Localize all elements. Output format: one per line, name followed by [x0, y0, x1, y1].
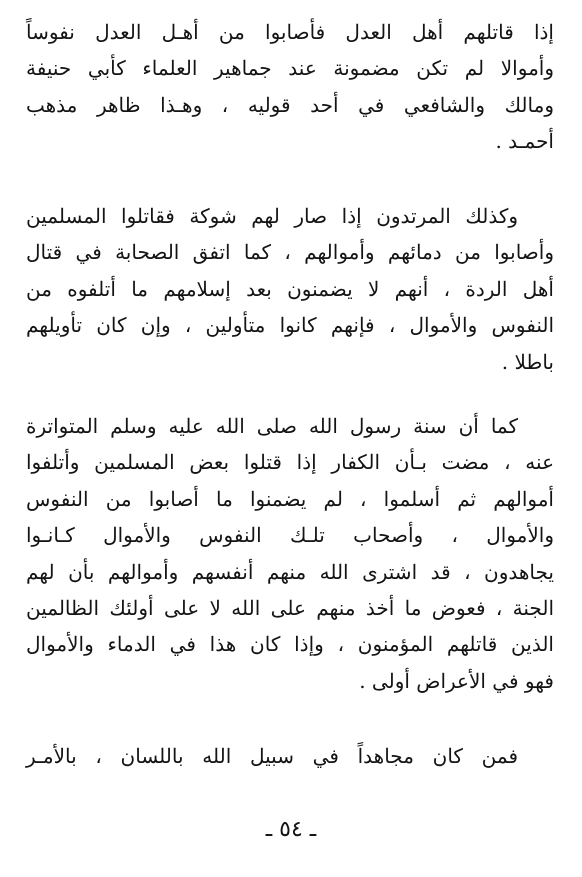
text-line: النفوس والأموال ، فإنهم كانوا متأولين ، وإن كان تأويلهم [26, 313, 555, 338]
text-line: الجنة ، فعوض ما أخذ منهم على الله لا على أولئك الظالمين [26, 595, 554, 620]
text-line: أموالهم ثم أسلموا ، لم يضمنوا ما أصابوا من النفوس [26, 486, 554, 511]
text-line: وكذلك المرتدون إذا صار لهم شوكة فقاتلوا المسلمين [26, 204, 518, 228]
page-number: ـ ٥٤ ـ [265, 817, 317, 842]
text-line: فهو في الأعراض أولى . [359, 668, 554, 693]
paragraph-3 [26, 408, 554, 699]
paragraph-4 [26, 738, 554, 774]
text-line: والأموال ، وأصحاب تلـك النفوس والأموال كـانـوا [26, 523, 554, 548]
text-line: فمن كان مجاهداً في سبيل الله باللسان ، بالأمـر [26, 744, 518, 768]
text-line: يجاهدون ، قد اشترى الله منهم أنفسهم وأموالهم بأن لهم [26, 559, 554, 584]
paragraph-2 [26, 198, 554, 380]
text-line: عنه ، مضت بـأن الكفار إذا قتلوا بعض المسلمين وأتلفوا [26, 450, 554, 475]
text-line: أهل الردة ، أنهم لا يضمنون بعد إسلامهم ما أتلفوه من [26, 276, 554, 301]
text-line: أحمـد . [495, 129, 554, 154]
text-line: وأصابوا من دمائهم وأموالهم ، كما اتفق الصحابة في قتال [26, 240, 554, 265]
text-line: إذا قاتلهم أهل العدل فأصابوا من أهـل العدل نفوساً [26, 20, 554, 44]
text-line: ومالك والشافعي في أحد قوليه ، وهـذا ظاهر مذهب [26, 92, 554, 117]
text-line: باطلا . [501, 349, 554, 374]
text-line: كما أن سنة رسول الله صلى الله عليه وسلم المتواترة [26, 414, 518, 438]
text-line: وأموالا لم تكن مضمونة عند جماهير العلماء كأبي حنيفة [26, 56, 554, 81]
paragraph-1 [26, 14, 554, 160]
text-line: الذين قاتلهم المؤمنون ، وإذا كان هذا في الدماء والأموال [26, 632, 554, 657]
